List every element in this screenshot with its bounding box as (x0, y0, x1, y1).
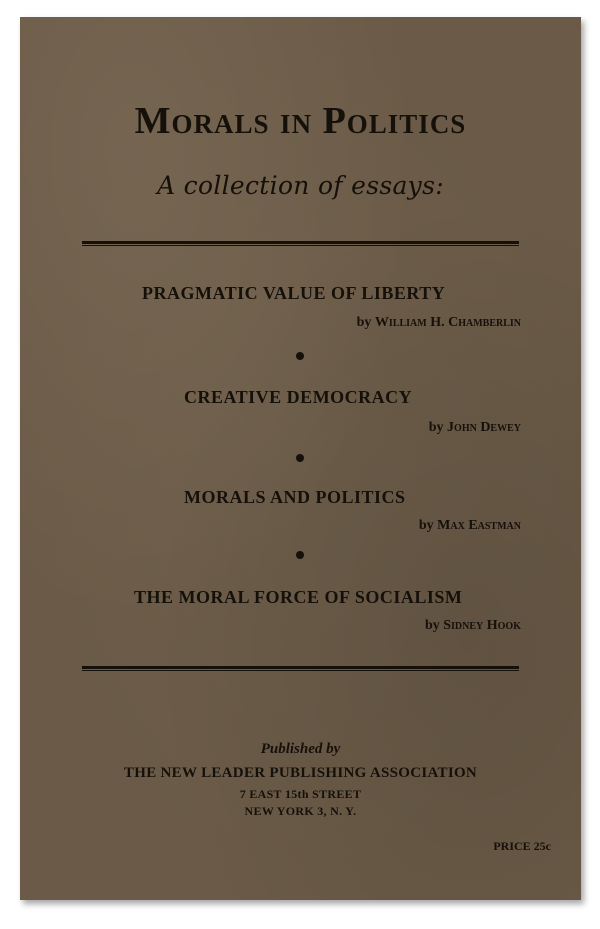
essay-title: THE MORAL FORCE OF SOCIALISM (134, 587, 463, 607)
essay-title: MORALS AND POLITICS (184, 487, 406, 507)
bullet-separator (296, 551, 304, 559)
cover-title: Morals in Politics (134, 100, 467, 142)
bottom-double-rule (82, 666, 519, 671)
essay-author-name: John Dewey (447, 420, 521, 435)
top-double-rule (82, 241, 519, 246)
bullet-separator (296, 352, 304, 360)
bullet-separator (296, 454, 304, 462)
publisher-name: THE NEW LEADER PUBLISHING ASSOCIATION (123, 765, 478, 781)
cover-subtitle: A collection of essays: (157, 171, 444, 200)
essay-title: PRAGMATIC VALUE OF LIBERTY (142, 283, 446, 303)
essay-author-by: by (418, 518, 434, 533)
essay-author-by: by (356, 315, 372, 330)
essay-author (357, 315, 521, 331)
essay-author-name: William H. Chamberlin (374, 315, 521, 330)
essay-author (425, 618, 521, 634)
essay-author-by: by (428, 420, 444, 435)
essay-author-name: Max Eastman (437, 518, 521, 533)
publisher-address-line1: 7 EAST 15th STREET (239, 787, 362, 801)
essay-author-by: by (424, 618, 440, 633)
price-label: PRICE 25c (493, 839, 551, 853)
publisher-address-line2: NEW YORK 3, N. Y. (244, 804, 357, 818)
essay-author (429, 420, 521, 436)
pamphlet-cover (20, 17, 581, 900)
essay-author-name: Sidney Hook (443, 618, 521, 633)
published-by-label: Published by (260, 741, 341, 757)
essay-title: CREATIVE DEMOCRACY (184, 387, 413, 407)
essay-author (419, 518, 521, 534)
